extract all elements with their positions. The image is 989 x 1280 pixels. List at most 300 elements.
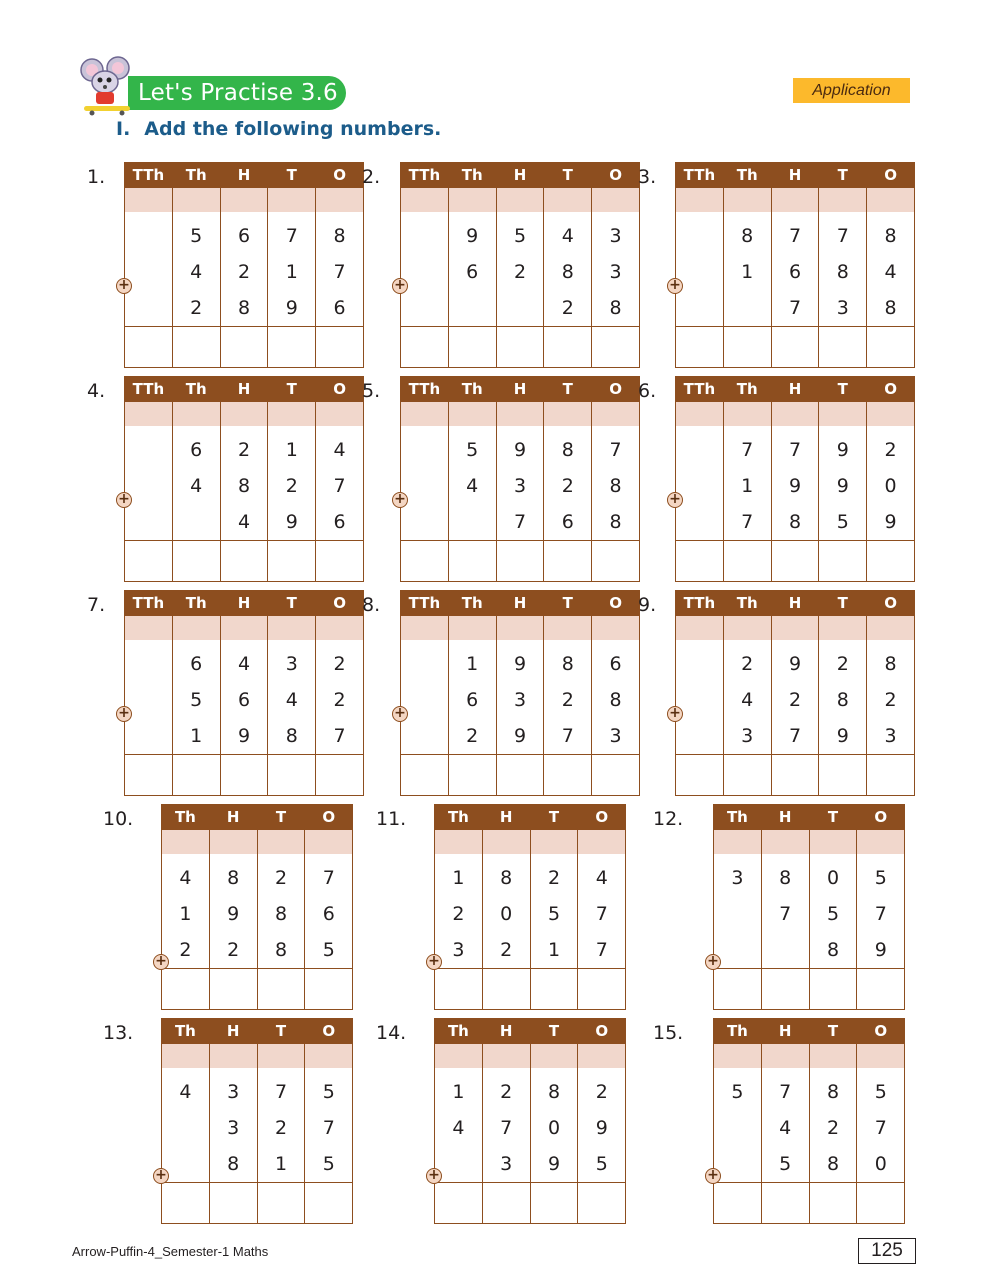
carry-cell[interactable] — [401, 188, 449, 212]
digit-cell: 8 — [268, 718, 316, 755]
digit-cell: 6 — [544, 504, 592, 541]
digit-cell: 9 — [819, 426, 867, 468]
answer-cell[interactable] — [530, 1183, 578, 1224]
digit-cell: 1 — [723, 254, 771, 290]
carry-cell[interactable] — [496, 616, 544, 640]
answer-cell[interactable] — [714, 969, 762, 1010]
problem-number: 1. — [87, 166, 106, 188]
digit-cell — [401, 290, 449, 327]
carry-cell[interactable] — [809, 1044, 857, 1068]
answer-cell[interactable] — [401, 327, 449, 368]
digit-cell: 3 — [819, 290, 867, 327]
digit-cell: 5 — [448, 426, 496, 468]
carry-cell[interactable] — [172, 188, 220, 212]
answer-cell[interactable] — [305, 969, 353, 1010]
column-header: Th — [714, 804, 762, 830]
carry-cell[interactable] — [592, 188, 640, 212]
problem-number: 2. — [362, 166, 381, 188]
answer-cell[interactable] — [819, 755, 867, 796]
carry-row — [401, 188, 640, 212]
digit-cell: 5 — [809, 896, 857, 932]
answer-cell[interactable] — [220, 327, 268, 368]
digit-cell: 2 — [496, 254, 544, 290]
problem-number: 8. — [362, 594, 381, 616]
answer-cell[interactable] — [592, 755, 640, 796]
digit-cell: 7 — [305, 1110, 353, 1146]
plus-sign-icon: + — [426, 954, 442, 970]
digit-cell: 4 — [220, 640, 268, 682]
answer-cell[interactable] — [809, 1183, 857, 1224]
column-header: Th — [172, 590, 220, 616]
grid-header-row — [162, 804, 353, 830]
carry-cell[interactable] — [125, 402, 173, 426]
digit-cell: 9 — [867, 504, 915, 541]
carry-cell[interactable] — [867, 616, 915, 640]
answer-cell[interactable] — [209, 969, 257, 1010]
digit-cell: 9 — [209, 896, 257, 932]
carry-row — [435, 1044, 626, 1068]
place-value-grid — [161, 1018, 353, 1224]
answer-cell[interactable] — [448, 327, 496, 368]
column-header: O — [578, 1018, 626, 1044]
answer-cell[interactable] — [162, 969, 210, 1010]
carry-cell[interactable] — [809, 830, 857, 854]
answer-cell[interactable] — [162, 1183, 210, 1224]
answer-cell[interactable] — [809, 969, 857, 1010]
answer-cell[interactable] — [867, 541, 915, 582]
carry-cell[interactable] — [867, 188, 915, 212]
answer-row — [401, 541, 640, 582]
plus-sign-icon: + — [705, 1168, 721, 1184]
place-value-grid — [434, 1018, 626, 1224]
digit-cell — [761, 932, 809, 969]
answer-cell[interactable] — [544, 755, 592, 796]
answer-cell[interactable] — [305, 1183, 353, 1224]
carry-cell[interactable] — [592, 402, 640, 426]
answer-cell[interactable] — [771, 755, 819, 796]
answer-cell[interactable] — [482, 1183, 530, 1224]
carry-cell[interactable] — [401, 402, 449, 426]
digit-cell: 2 — [220, 254, 268, 290]
digit-cell: 7 — [857, 896, 905, 932]
answer-cell[interactable] — [209, 1183, 257, 1224]
problem-number: 11. — [376, 808, 407, 830]
column-header: T — [257, 1018, 305, 1044]
digit-cell: 7 — [316, 254, 364, 290]
answer-row — [401, 327, 640, 368]
place-value-grid — [124, 376, 364, 582]
digit-cell: 2 — [435, 896, 483, 932]
carry-cell[interactable] — [761, 1044, 809, 1068]
addend-row — [676, 290, 915, 327]
plus-sign-icon: + — [116, 492, 132, 508]
addend-row — [125, 290, 364, 327]
answer-cell[interactable] — [172, 327, 220, 368]
carry-cell[interactable] — [435, 1044, 483, 1068]
digit-cell — [676, 290, 724, 327]
carry-cell[interactable] — [316, 402, 364, 426]
carry-cell[interactable] — [305, 1044, 353, 1068]
carry-cell[interactable] — [761, 830, 809, 854]
digit-cell — [448, 290, 496, 327]
carry-cell[interactable] — [819, 188, 867, 212]
addend-row — [162, 896, 353, 932]
answer-cell[interactable] — [867, 327, 915, 368]
answer-cell[interactable] — [771, 541, 819, 582]
digit-cell: 3 — [209, 1110, 257, 1146]
carry-cell[interactable] — [496, 188, 544, 212]
carry-cell[interactable] — [771, 402, 819, 426]
carry-cell[interactable] — [544, 188, 592, 212]
answer-cell[interactable] — [435, 1183, 483, 1224]
digit-cell: 9 — [771, 640, 819, 682]
plus-sign-icon: + — [392, 706, 408, 722]
addend-row — [125, 426, 364, 468]
digit-cell: 7 — [482, 1110, 530, 1146]
mouse-mascot-icon — [78, 56, 140, 116]
plus-sign-icon: + — [116, 706, 132, 722]
digit-cell: 1 — [172, 718, 220, 755]
carry-cell[interactable] — [714, 830, 762, 854]
answer-cell[interactable] — [578, 969, 626, 1010]
digit-cell: 3 — [867, 718, 915, 755]
column-header: Th — [723, 162, 771, 188]
carry-row — [676, 616, 915, 640]
digit-cell: 2 — [257, 854, 305, 896]
plus-sign-icon: + — [667, 278, 683, 294]
answer-cell[interactable] — [819, 327, 867, 368]
carry-cell[interactable] — [496, 402, 544, 426]
carry-cell[interactable] — [316, 188, 364, 212]
digit-cell: 1 — [268, 254, 316, 290]
carry-cell[interactable] — [544, 616, 592, 640]
carry-cell[interactable] — [676, 188, 724, 212]
answer-cell[interactable] — [676, 327, 724, 368]
carry-row — [125, 402, 364, 426]
carry-cell[interactable] — [723, 616, 771, 640]
carry-cell[interactable] — [857, 1044, 905, 1068]
answer-cell[interactable] — [268, 541, 316, 582]
answer-cell[interactable] — [857, 969, 905, 1010]
addend-row — [714, 896, 905, 932]
carry-cell[interactable] — [676, 616, 724, 640]
carry-cell[interactable] — [305, 830, 353, 854]
carry-cell[interactable] — [819, 616, 867, 640]
grid-header-row — [435, 1018, 626, 1044]
carry-cell[interactable] — [530, 1044, 578, 1068]
answer-cell[interactable] — [220, 541, 268, 582]
answer-cell[interactable] — [448, 755, 496, 796]
column-header: T — [544, 376, 592, 402]
carry-cell[interactable] — [592, 616, 640, 640]
digit-cell: 9 — [530, 1146, 578, 1183]
grid-header-row — [401, 376, 640, 402]
answer-row — [401, 755, 640, 796]
column-header: T — [268, 162, 316, 188]
answer-cell[interactable] — [316, 541, 364, 582]
column-header: H — [496, 590, 544, 616]
carry-cell[interactable] — [578, 1044, 626, 1068]
digit-cell: 9 — [578, 1110, 626, 1146]
answer-cell[interactable] — [544, 327, 592, 368]
carry-cell[interactable] — [316, 616, 364, 640]
carry-row — [401, 616, 640, 640]
column-header: O — [316, 590, 364, 616]
digit-cell: 5 — [530, 896, 578, 932]
carry-row — [676, 402, 915, 426]
column-header: TTh — [125, 162, 173, 188]
carry-row — [162, 1044, 353, 1068]
answer-cell[interactable] — [496, 755, 544, 796]
carry-cell[interactable] — [867, 402, 915, 426]
digit-cell: 4 — [172, 468, 220, 504]
answer-row — [162, 1183, 353, 1224]
addend-row — [125, 718, 364, 755]
digit-cell — [496, 290, 544, 327]
place-value-grid — [675, 376, 915, 582]
column-header: TTh — [401, 376, 449, 402]
carry-cell[interactable] — [257, 1044, 305, 1068]
digit-cell — [401, 640, 449, 682]
answer-cell[interactable] — [714, 1183, 762, 1224]
digit-cell — [162, 1110, 210, 1146]
column-header: O — [867, 376, 915, 402]
application-badge: Application — [793, 78, 910, 103]
digit-cell: 7 — [592, 426, 640, 468]
carry-cell[interactable] — [448, 616, 496, 640]
answer-cell[interactable] — [435, 969, 483, 1010]
answer-cell[interactable] — [723, 755, 771, 796]
column-header: Th — [448, 376, 496, 402]
column-header: TTh — [401, 590, 449, 616]
column-header: O — [867, 162, 915, 188]
grid-header-row — [401, 162, 640, 188]
digit-cell: 1 — [448, 640, 496, 682]
problem-number: 12. — [653, 808, 684, 830]
carry-cell[interactable] — [125, 188, 173, 212]
answer-cell[interactable] — [268, 755, 316, 796]
answer-cell[interactable] — [316, 755, 364, 796]
carry-cell[interactable] — [857, 830, 905, 854]
column-header: O — [592, 376, 640, 402]
instruction — [116, 118, 441, 140]
carry-cell[interactable] — [714, 1044, 762, 1068]
answer-cell[interactable] — [761, 1183, 809, 1224]
carry-cell[interactable] — [268, 188, 316, 212]
carry-cell[interactable] — [723, 402, 771, 426]
answer-cell[interactable] — [867, 755, 915, 796]
carry-cell[interactable] — [172, 402, 220, 426]
addend-row — [676, 212, 915, 254]
digit-cell: 8 — [592, 504, 640, 541]
digit-cell: 7 — [723, 426, 771, 468]
answer-cell[interactable] — [496, 327, 544, 368]
carry-cell[interactable] — [209, 1044, 257, 1068]
column-header: T — [819, 590, 867, 616]
answer-cell[interactable] — [819, 541, 867, 582]
carry-cell[interactable] — [771, 188, 819, 212]
digit-cell: 8 — [867, 212, 915, 254]
carry-row — [676, 188, 915, 212]
digit-cell: 2 — [172, 290, 220, 327]
answer-cell[interactable] — [125, 327, 173, 368]
carry-cell[interactable] — [448, 402, 496, 426]
column-header: Th — [448, 590, 496, 616]
answer-cell[interactable] — [723, 541, 771, 582]
answer-cell[interactable] — [401, 541, 449, 582]
column-header: Th — [435, 804, 483, 830]
plus-sign-icon: + — [392, 278, 408, 294]
digit-cell: 5 — [578, 1146, 626, 1183]
digit-cell: 3 — [714, 854, 762, 896]
answer-cell[interactable] — [257, 1183, 305, 1224]
digit-cell — [676, 640, 724, 682]
answer-cell[interactable] — [316, 327, 364, 368]
answer-cell[interactable] — [172, 541, 220, 582]
carry-cell[interactable] — [435, 830, 483, 854]
digit-cell: 1 — [723, 468, 771, 504]
digit-cell — [125, 290, 173, 327]
addend-row — [125, 682, 364, 718]
answer-cell[interactable] — [857, 1183, 905, 1224]
answer-cell[interactable] — [761, 969, 809, 1010]
carry-cell[interactable] — [162, 830, 210, 854]
place-value-grid — [434, 804, 626, 1010]
digit-cell: 7 — [268, 212, 316, 254]
carry-cell[interactable] — [268, 402, 316, 426]
carry-cell[interactable] — [209, 830, 257, 854]
carry-cell[interactable] — [125, 616, 173, 640]
digit-cell: 5 — [819, 504, 867, 541]
carry-cell[interactable] — [530, 830, 578, 854]
digit-cell: 2 — [220, 426, 268, 468]
carry-cell[interactable] — [819, 402, 867, 426]
answer-cell[interactable] — [257, 969, 305, 1010]
carry-cell[interactable] — [162, 1044, 210, 1068]
digit-cell — [125, 640, 173, 682]
digit-cell: 8 — [592, 290, 640, 327]
carry-cell[interactable] — [220, 616, 268, 640]
column-header: O — [867, 590, 915, 616]
addend-row — [401, 212, 640, 254]
carry-cell[interactable] — [268, 616, 316, 640]
column-header: T — [819, 162, 867, 188]
digit-cell: 1 — [530, 932, 578, 969]
grid-header-row — [125, 376, 364, 402]
carry-cell[interactable] — [482, 830, 530, 854]
digit-cell: 8 — [209, 1146, 257, 1183]
answer-cell[interactable] — [172, 755, 220, 796]
answer-row — [676, 541, 915, 582]
digit-cell: 8 — [316, 212, 364, 254]
carry-cell[interactable] — [771, 616, 819, 640]
answer-cell[interactable] — [220, 755, 268, 796]
digit-cell: 9 — [819, 468, 867, 504]
answer-row — [676, 755, 915, 796]
digit-cell: 9 — [496, 640, 544, 682]
grid-header-row — [676, 376, 915, 402]
place-value-grid — [400, 376, 640, 582]
answer-cell[interactable] — [530, 969, 578, 1010]
problem-number: 14. — [376, 1022, 407, 1044]
digit-cell — [676, 426, 724, 468]
carry-cell[interactable] — [220, 402, 268, 426]
digit-cell: 6 — [592, 640, 640, 682]
digit-cell: 9 — [857, 932, 905, 969]
carry-cell[interactable] — [401, 616, 449, 640]
answer-cell[interactable] — [125, 541, 173, 582]
answer-cell[interactable] — [544, 541, 592, 582]
carry-cell[interactable] — [723, 188, 771, 212]
carry-cell[interactable] — [544, 402, 592, 426]
place-value-grid — [713, 804, 905, 1010]
place-value-grid — [400, 590, 640, 796]
answer-cell[interactable] — [723, 327, 771, 368]
digit-cell: 9 — [771, 468, 819, 504]
answer-cell[interactable] — [592, 327, 640, 368]
addend-row — [676, 426, 915, 468]
answer-row — [435, 969, 626, 1010]
digit-cell: 7 — [771, 426, 819, 468]
problem-number: 9. — [638, 594, 657, 616]
carry-cell[interactable] — [578, 830, 626, 854]
column-header: T — [268, 590, 316, 616]
carry-cell[interactable] — [676, 402, 724, 426]
problem-number: 15. — [653, 1022, 684, 1044]
answer-cell[interactable] — [676, 541, 724, 582]
column-header: TTh — [125, 590, 173, 616]
column-header: Th — [162, 1018, 210, 1044]
answer-cell[interactable] — [496, 541, 544, 582]
column-header: T — [257, 804, 305, 830]
carry-cell[interactable] — [448, 188, 496, 212]
answer-cell[interactable] — [676, 755, 724, 796]
digit-cell: 1 — [257, 1146, 305, 1183]
grid-header-row — [676, 590, 915, 616]
digit-cell: 7 — [316, 468, 364, 504]
digit-cell: 3 — [496, 468, 544, 504]
problem-number: 4. — [87, 380, 106, 402]
digit-cell: 6 — [172, 640, 220, 682]
digit-cell: 6 — [305, 896, 353, 932]
plus-sign-icon: + — [667, 492, 683, 508]
addend-row — [676, 468, 915, 504]
column-header: Th — [172, 376, 220, 402]
carry-cell[interactable] — [172, 616, 220, 640]
digit-cell: 0 — [482, 896, 530, 932]
digit-cell: 6 — [316, 504, 364, 541]
answer-cell[interactable] — [592, 541, 640, 582]
answer-cell[interactable] — [448, 541, 496, 582]
digit-cell: 3 — [592, 212, 640, 254]
problem-number: 5. — [362, 380, 381, 402]
answer-cell[interactable] — [401, 755, 449, 796]
answer-cell[interactable] — [482, 969, 530, 1010]
digit-cell: 8 — [819, 254, 867, 290]
carry-cell[interactable] — [257, 830, 305, 854]
answer-cell[interactable] — [771, 327, 819, 368]
digit-cell: 5 — [857, 1068, 905, 1110]
grid-header-row — [162, 1018, 353, 1044]
answer-cell[interactable] — [268, 327, 316, 368]
answer-cell[interactable] — [125, 755, 173, 796]
column-header: Th — [172, 162, 220, 188]
carry-cell[interactable] — [482, 1044, 530, 1068]
grid-header-row — [435, 804, 626, 830]
answer-cell[interactable] — [578, 1183, 626, 1224]
carry-cell[interactable] — [220, 188, 268, 212]
addend-row — [676, 254, 915, 290]
